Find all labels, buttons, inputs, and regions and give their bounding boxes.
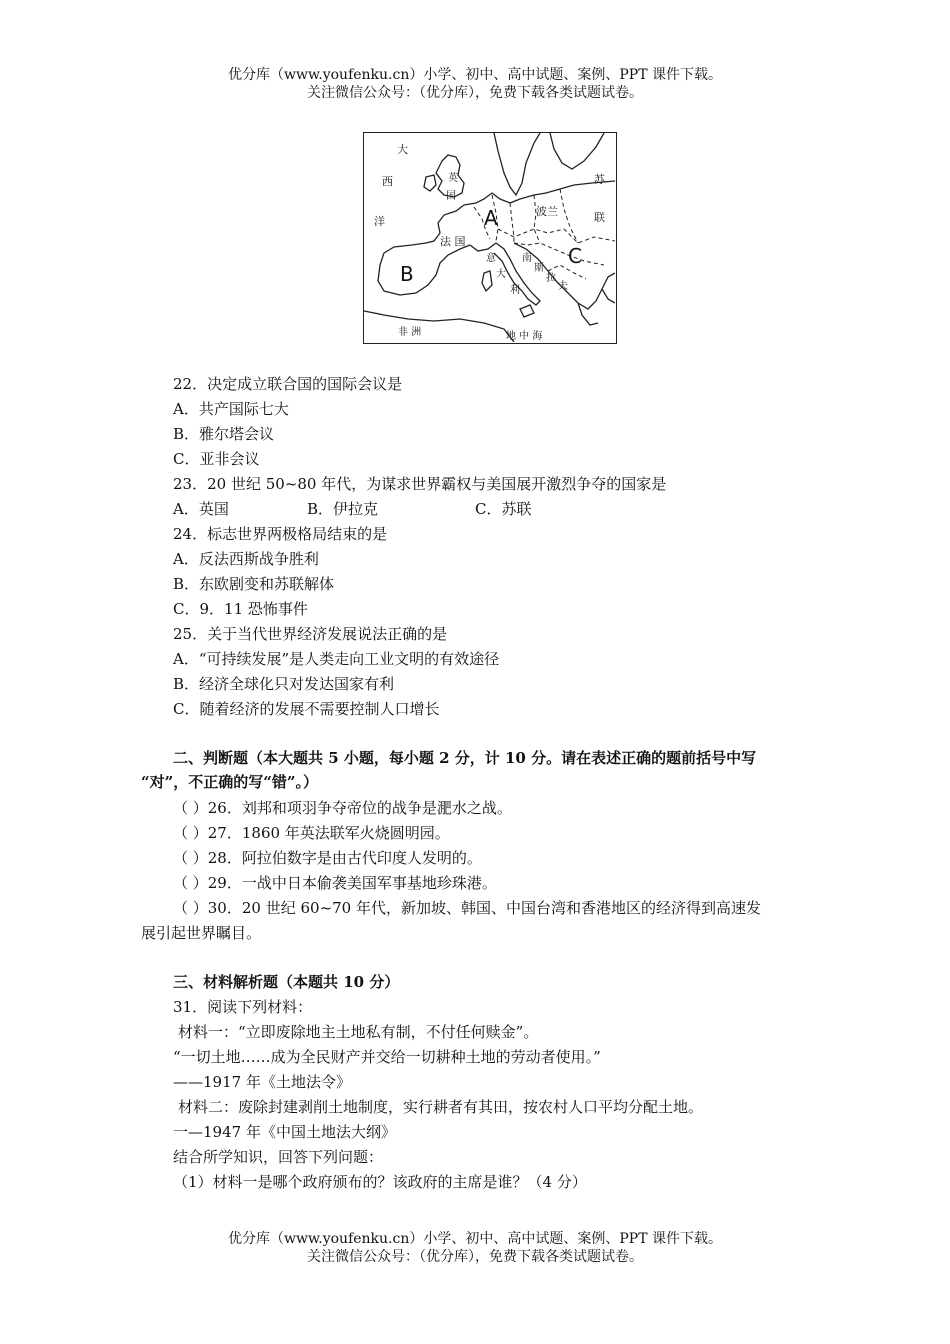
q23-option-a: A．英国 [173,500,229,518]
q24-option-a: A．反法西斯战争胜利 [173,550,319,568]
q23-option-b: B．伊拉克 [307,500,379,518]
q25-option-b: B．经济全球化只对发达国家有利 [173,675,395,693]
material-2-source: 一—1947 年《中国土地法大纲》 [173,1123,396,1141]
q28: （ ）28．阿拉伯数字是由古代印度人发明的。 [173,849,482,867]
q24-option-b: B．东欧剧变和苏联解体 [173,575,335,593]
q25-stem: 25．关于当代世界经济发展说法正确的是 [173,625,448,643]
map-label-ocean-3: 洋 [374,215,385,228]
q30: （ ）30．20 世纪 60~70 年代，新加坡、韩国、中国台湾和香港地区的经济得到高速发 [173,899,761,917]
map-label-yugo-3: 拉 [546,273,556,284]
q27: （ ）27．1860 年英法联军火烧圆明园。 [173,824,450,842]
map-label-yugo-4: 夫 [558,281,568,292]
material-1-line-1: 材料一：“立即废除地主土地私有制，不付任何赎金”。 [178,1023,539,1041]
page-header [0,66,950,102]
header-line-2: 关注微信公众号：（优分库），免费下载各类试题试卷。 [307,85,643,101]
q24-stem: 24．标志世界两极格局结束的是 [173,525,388,543]
footer-line-1: 优分库（www.youfenku.cn）小学、初中、高中试题、案例、PPT 课件下载。 [227,1231,722,1247]
map-label-uk-2: 国 [446,191,456,202]
material-2-line-1: 材料二：废除封建剥削土地制度，实行耕者有其田，按农村人口平均分配土地。 [178,1098,704,1116]
map-label-ocean-1: 大 [397,143,408,156]
map-label-A: A [484,206,498,230]
material-1-source: ——1917 年《土地法令》 [173,1073,351,1091]
q29: （ ）29．一战中日本偷袭美国军事基地珍珠港。 [173,874,497,892]
map-label-poland: 波兰 [536,205,558,218]
map-label-yugo-1: 南 [522,253,532,264]
map-label-B: B [400,262,414,286]
q22-option-b: B．雅尔塔会议 [173,425,275,443]
q24-option-c: C．9．11 恐怖事件 [173,600,308,618]
section2-title-cont: “对”，不正确的写“错”。） [141,773,319,791]
page-footer [0,1230,950,1266]
map-label-africa: 非 洲 [398,327,422,338]
q25-option-c: C．随着经济的发展不需要控制人口增长 [173,700,440,718]
q23-option-c: C．苏联 [475,500,532,518]
map-label-italy-3: 利 [510,285,520,296]
europe-map [363,132,617,344]
map-label-ocean-2: 西 [382,175,393,188]
q23-stem: 23．20 世纪 50~80 年代，为谋求世界霸权与美国展开激烈争夺的国家是 [173,475,667,493]
section2-title: 二、判断题（本大题共 5 小题，每小题 2 分，计 10 分。请在表述正确的题前括号中写 [173,749,757,767]
map-label-italy-1: 意 [486,253,496,264]
q30-cont: 展引起世界瞩目。 [141,924,262,942]
q31-stem: 31．阅读下列材料： [173,998,313,1016]
map-label-soviet-2: 联 [594,211,605,224]
map-label-france: 法 国 [440,235,466,248]
map-label-soviet-1: 苏 [594,173,605,186]
map-label-italy-2: 大 [496,269,506,280]
q22-stem: 22．决定成立联合国的国际会议是 [173,375,403,393]
q26: （ ）26．刘邦和项羽争夺帝位的战争是淝水之战。 [173,799,512,817]
q31-prompt: 结合所学知识，回答下列问题： [173,1148,384,1166]
map-label-C: C [568,244,582,268]
q23-options [173,497,773,522]
q22-option-c: C．亚非会议 [173,450,260,468]
q31-sub-1: （1）材料一是哪个政府颁布的？该政府的主席是谁？（4 分） [173,1173,587,1191]
material-1-line-2: “一切土地……成为全民财产并交给一切耕种土地的劳动者使用。” [173,1048,601,1066]
map-label-med: 地 中 海 [506,331,543,342]
europe-map-drawing [364,133,615,342]
header-line-1: 优分库（www.youfenku.cn）小学、初中、高中试题、案例、PPT 课件下载。 [227,67,722,83]
q22-option-a: A．共产国际七大 [173,400,289,418]
q25-option-a: A．“可持续发展”是人类走向工业文明的有效途径 [173,650,500,668]
section3-title: 三、材料解析题（本题共 10 分） [173,973,400,991]
map-label-yugo-2: 斯 [534,263,544,274]
footer-line-2: 关注微信公众号：（优分库），免费下载各类试题试卷。 [307,1249,643,1265]
map-label-uk-1: 英 [448,173,458,184]
